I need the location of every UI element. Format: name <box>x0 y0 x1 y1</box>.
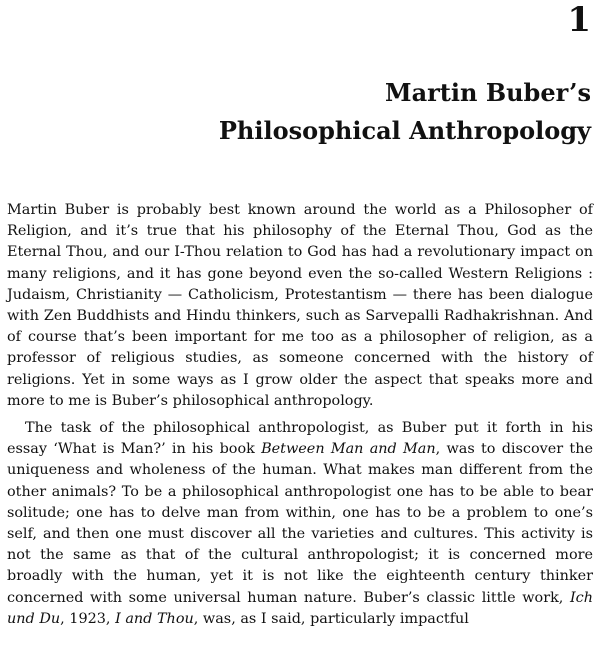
chapter-number: 1 <box>567 0 591 40</box>
chapter-title-line-1: Martin Buber’s <box>385 78 591 107</box>
paragraph-2 <box>7 418 593 630</box>
paragraph-2-text: , 1923, <box>60 610 116 627</box>
book-title-i-and-thou: I and Thou <box>115 610 194 627</box>
paragraph-2-text: The task of the philosophical anthropologist, as Buber put it forth in his essay ‘What is Man?’ in his book <box>7 420 593 458</box>
chapter-title-line-2: Philosophical Anthropology <box>218 116 591 145</box>
book-title-ich-und-du: Ich und Du <box>7 589 593 627</box>
paragraph-2-text: , was to discover the uniqueness and wholeness of the human. What makes man different from the other animals? To be a philosophical anthropologist one has to be able to bear solitude; one has to delve man from within, one has to be a problem to one’s self, and then one must discover all the varieties and cultures. This activity is not the same as that of the cultural anthropologist; it is concerned more broadly with the human, yet it is not like the eighteenth century thinker concerned with some universal human nature. Buber’s classic little work, <box>7 441 593 606</box>
paragraph-2-text: , was, as I said, particularly impactful <box>193 610 469 627</box>
chapter-title <box>219 74 591 150</box>
body-text <box>7 200 593 630</box>
book-title-between-man-and-man: Between Man and Man <box>261 441 436 458</box>
paragraph-1: Martin Buber is probably best known around the world as a Philosopher of Religion, and it’s true that his philosophy of the Eternal Thou, God as the Eternal Thou, and our I-Thou relation to God has had a revolutionary impact on many religions, and it has gone beyond even the so-called Western Religions : Judaism, Christianity — Catholicism, Protestantism — there has been dialogue with Zen Buddhists and Hindu thinkers, such as Sarvepalli Radhakrishnan. And of course that’s been important for me too as a philosopher of religion, as a professor of religious studies, as someone concerned with the history of religions. Yet in some ways as I grow older the aspect that speaks more and more to me is Buber’s philosophical anthropology. <box>7 202 593 409</box>
